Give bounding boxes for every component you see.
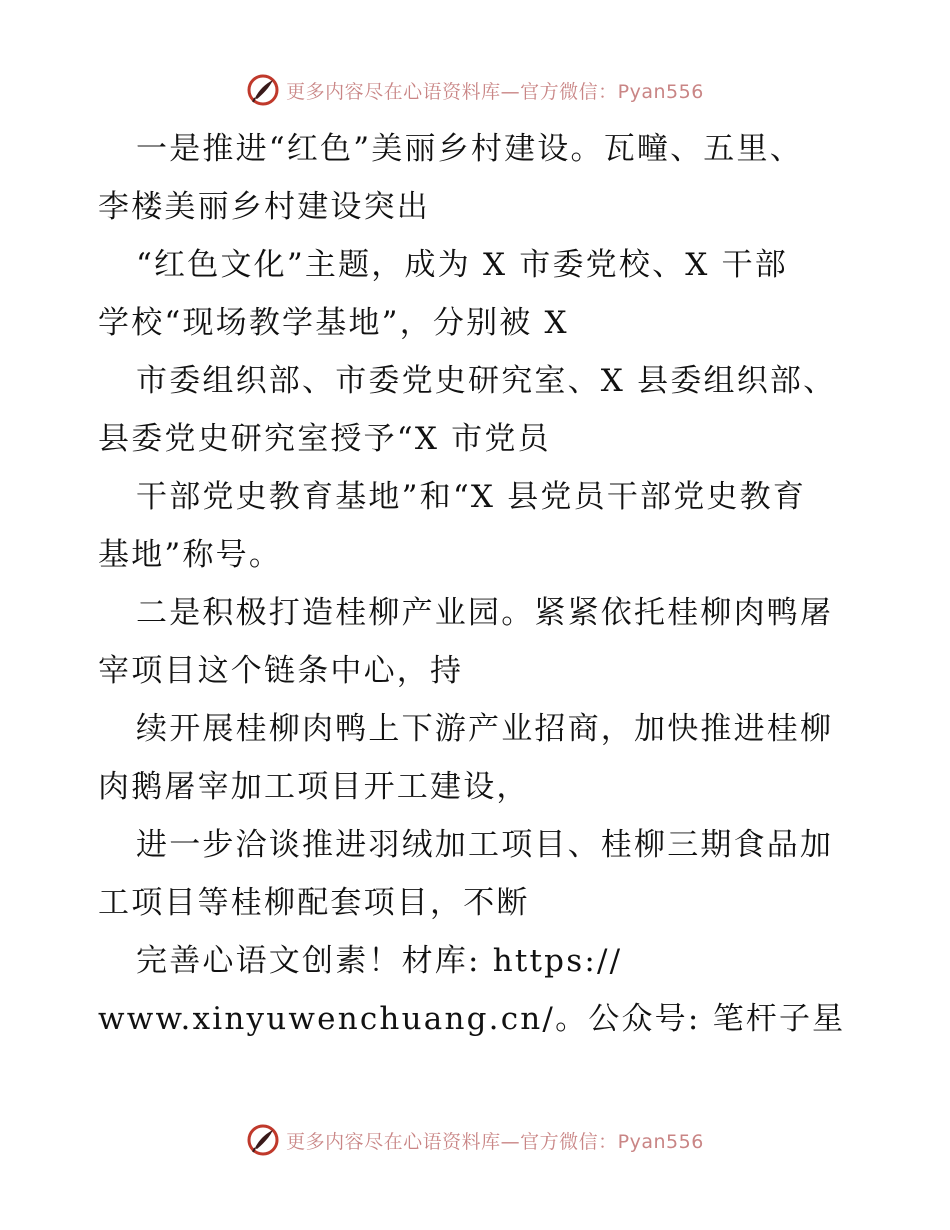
text-line: 县委党史研究室授予“X 市党员	[98, 421, 551, 457]
quill-logo-icon	[246, 73, 280, 107]
text-line: 肉鹅屠宰加工项目开工建设，	[98, 769, 530, 805]
document-body	[98, 120, 858, 1048]
quill-logo-icon	[246, 1123, 280, 1157]
text-line: 工项目等桂柳配套项目，不断	[98, 885, 530, 921]
text-line: 进一步洽谈推进羽绒加工项目、桂柳三期食品加	[136, 827, 834, 863]
text-line: 干部党史教育基地”和“X 县党员干部党史教育	[136, 479, 807, 515]
text-line: 二是积极打造桂柳产业园。紧紧依托桂柳肉鸭屠	[136, 595, 834, 631]
text-line: 市委组织部、市委党史研究室、X 县委组织部、	[136, 363, 837, 399]
footer-banner-text: 更多内容尽在心语资料库—官方微信：Pyan556	[286, 1130, 704, 1153]
text-line: 学校“现场教学基地”，分别被 X	[98, 305, 569, 341]
text-line: 宰项目这个链条中心，持	[98, 653, 464, 689]
footer-banner	[0, 1120, 950, 1160]
text-line: 一是推进“红色”美丽乡村建设。瓦疃、五里、	[136, 131, 803, 167]
text-line: 续开展桂柳肉鸭上下游产业招商，加快推进桂柳	[136, 711, 834, 747]
header-banner	[0, 70, 950, 110]
text-line: www.xinyuwenchuang.cn/。公众号: 笔杆子星	[98, 1001, 846, 1037]
text-line: 李楼美丽乡村建设突出	[98, 189, 430, 225]
text-line: “红色文化”主题，成为 X 市委党校、X 干部	[136, 247, 788, 283]
header-banner-text: 更多内容尽在心语资料库—官方微信：Pyan556	[286, 80, 704, 103]
text-line: 完善心语文创素！材库: https://	[136, 943, 623, 979]
text-line: 基地”称号。	[98, 537, 283, 573]
